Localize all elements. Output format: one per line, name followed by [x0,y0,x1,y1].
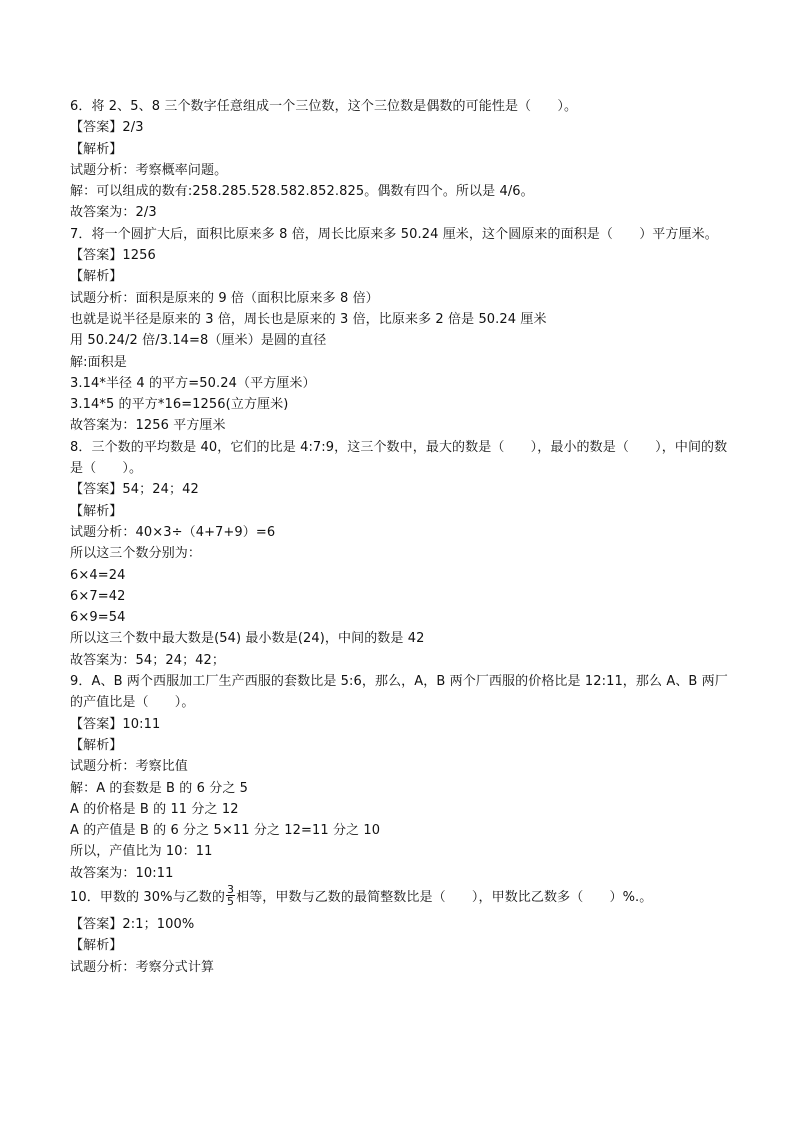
q8-analysis-text: 试题分析：40×3÷（4+7+9）=6 [70,524,276,540]
q7-analysis-heading: 【解析】 [70,269,123,285]
q10-fraction [226,884,235,907]
q8-calc-line: 6×7=42 [70,588,126,604]
q8-calc-line: 6×9=54 [70,610,126,626]
q9-solution-step: A 的价格是 B 的 11 分之 12 [70,801,239,817]
q8-final-answer: 故答案为：54；24；42； [70,652,226,668]
q6-final-answer: 故答案为：2/3 [70,205,157,221]
q7-final-answer: 故答案为：1256 平方厘米 [70,418,226,434]
q6-analysis-text: 试题分析：考察概率问题。 [70,162,228,178]
q9-answer: 【答案】10:11 [70,716,161,732]
q7-solution: 解:面积是 [70,354,127,370]
q9-solution: 解：A 的套数是 B 的 6 分之 5 [70,780,249,796]
q7-answer: 【答案】1256 [70,248,156,264]
q9-final-answer: 故答案为：10:11 [70,865,174,881]
q9-analysis-text: 试题分析：考察比值 [70,759,188,775]
q8-calc-line: 6×4=24 [70,567,126,583]
q10-analysis-text: 试题分析：考察分式计算 [70,959,215,975]
q6-solution: 解：可以组成的数有:258.285.528.582.852.825。偶数有四个。所以是 4/6。 [70,184,534,200]
q8-analysis-line: 所以这三个数中最大数是(54) 最小数是(24)，中间的数是 42 [70,631,425,647]
q6-question: 6．将 2、5、8 三个数字任意组成一个三位数，这个三位数是偶数的可能性是（ ）。 [70,99,578,114]
q8-analysis-heading: 【解析】 [70,503,123,519]
q7-question: 7．将一个圆扩大后，面积比原来多 8 倍，周长比原来多 50.24 厘米，这个圆原来的面积是（ ）平方厘米。 [70,226,718,242]
q8-question: 8．三个数的平均数是 40，它们的比是 4:7:9，这三个数中，最大的数是（ ），最小的数是（ ），中间的数是（ ）。 [70,439,728,477]
q6-analysis-heading: 【解析】 [70,141,123,157]
q10-analysis-heading: 【解析】 [70,938,123,954]
q9-solution-step: 所以，产值比为 10：11 [70,844,213,860]
q8-answer: 【答案】54；24；42 [70,482,199,498]
q8-analysis-line: 所以这三个数分别为： [70,546,202,562]
q10-fraction-denominator: 5 [226,894,235,908]
document-page [70,96,730,978]
q7-solution-step: 3.14*5 的平方*16=1256(立方厘米) [70,397,289,413]
q10-text-after: 相等，甲数与乙数的最简整数比是（ ），甲数比乙数多（ ）%.。 [236,889,653,905]
q10-fraction-numerator: 3 [226,882,235,896]
q10-question [70,884,730,912]
q7-analysis-text: 试题分析：面积是原来的 9 倍（面积比原来多 8 倍） [70,290,379,306]
q6-answer: 【答案】2/3 [70,120,144,136]
q10-text-before: 10．甲数的 30%与乙数的 [70,889,225,905]
q9-solution-step: A 的产值是 B 的 6 分之 5×11 分之 12=11 分之 10 [70,823,381,839]
q9-analysis-heading: 【解析】 [70,737,123,753]
q9-question: 9．A、B 两个西服加工厂生产西服的套数比是 5:6，那么，A，B 两个厂西服的价格比是 12:11，那么 A、B 两厂的产值比是（ ）。 [70,674,728,711]
q10-answer: 【答案】2:1；100% [70,916,195,932]
q7-solution-step: 3.14*半径 4 的平方=50.24（平方厘米） [70,375,316,391]
q7-analysis-line: 也就是说半径是原来的 3 倍，周长也是原来的 3 倍，比原来多 2 倍是 50.24 厘米 [70,311,547,327]
q7-analysis-line: 用 50.24/2 倍/3.14=8（厘米）是圆的直径 [70,333,327,349]
